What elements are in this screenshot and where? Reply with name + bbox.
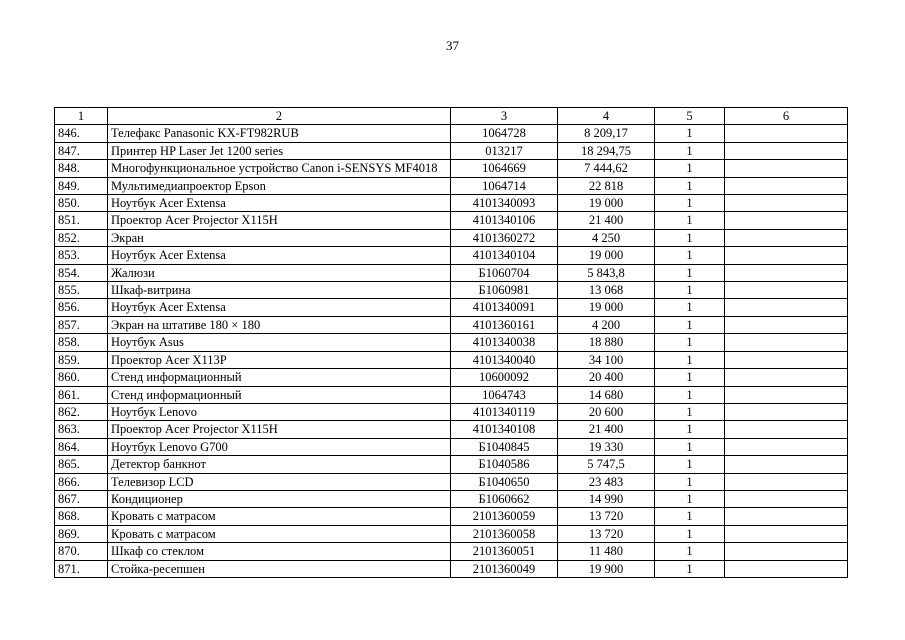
item-value: 13 720 <box>558 525 655 542</box>
row-number: 867. <box>55 490 108 507</box>
item-quantity: 1 <box>655 282 725 299</box>
item-note <box>725 229 848 246</box>
inventory-code: 2101360051 <box>451 543 558 560</box>
item-quantity: 1 <box>655 299 725 316</box>
item-quantity: 1 <box>655 160 725 177</box>
item-quantity: 1 <box>655 369 725 386</box>
item-note <box>725 160 848 177</box>
item-note <box>725 282 848 299</box>
item-name: Шкаф-витрина <box>108 282 451 299</box>
item-value: 14 680 <box>558 386 655 403</box>
item-note <box>725 543 848 560</box>
row-number: 853. <box>55 247 108 264</box>
inventory-code: Б1040845 <box>451 438 558 455</box>
item-value: 23 483 <box>558 473 655 490</box>
item-value: 7 444,62 <box>558 160 655 177</box>
item-note <box>725 386 848 403</box>
row-number: 855. <box>55 282 108 299</box>
item-note <box>725 247 848 264</box>
header-row <box>55 108 848 125</box>
item-name: Ноутбук Acer Extensa <box>108 247 451 264</box>
inventory-code: 4101340104 <box>451 247 558 264</box>
item-quantity: 1 <box>655 125 725 142</box>
item-value: 34 100 <box>558 351 655 368</box>
inventory-code: 4101360272 <box>451 229 558 246</box>
row-number: 868. <box>55 508 108 525</box>
item-name: Мультимедиапроектор Epson <box>108 177 451 194</box>
inventory-code: 10600092 <box>451 369 558 386</box>
table-row <box>55 473 848 490</box>
table-row <box>55 125 848 142</box>
column-header: 5 <box>655 108 725 125</box>
row-number: 848. <box>55 160 108 177</box>
table-row <box>55 438 848 455</box>
item-quantity: 1 <box>655 264 725 281</box>
inventory-code: 2101360049 <box>451 560 558 577</box>
row-number: 854. <box>55 264 108 281</box>
table-row <box>55 282 848 299</box>
item-quantity: 1 <box>655 473 725 490</box>
column-header: 6 <box>725 108 848 125</box>
item-value: 19 900 <box>558 560 655 577</box>
inventory-code: 4101340093 <box>451 195 558 212</box>
table-row <box>55 543 848 560</box>
table-row <box>55 334 848 351</box>
item-quantity: 1 <box>655 212 725 229</box>
inventory-code: 2101360058 <box>451 525 558 542</box>
row-number: 861. <box>55 386 108 403</box>
table-row <box>55 247 848 264</box>
item-quantity: 1 <box>655 229 725 246</box>
item-name: Стенд информационный <box>108 386 451 403</box>
item-note <box>725 177 848 194</box>
column-header: 1 <box>55 108 108 125</box>
item-value: 19 000 <box>558 299 655 316</box>
item-note <box>725 351 848 368</box>
table-row <box>55 508 848 525</box>
inventory-code: 1064714 <box>451 177 558 194</box>
item-note <box>725 403 848 420</box>
row-number: 850. <box>55 195 108 212</box>
table-row <box>55 160 848 177</box>
item-name: Проектор Acer Projector X115H <box>108 421 451 438</box>
item-note <box>725 195 848 212</box>
table-row <box>55 195 848 212</box>
item-quantity: 1 <box>655 421 725 438</box>
item-name: Экран <box>108 229 451 246</box>
table-row <box>55 142 848 159</box>
inventory-code: 4101340091 <box>451 299 558 316</box>
item-value: 21 400 <box>558 421 655 438</box>
row-number: 869. <box>55 525 108 542</box>
item-note <box>725 316 848 333</box>
table-row <box>55 299 848 316</box>
row-number: 847. <box>55 142 108 159</box>
item-value: 22 818 <box>558 177 655 194</box>
row-number: 846. <box>55 125 108 142</box>
row-number: 864. <box>55 438 108 455</box>
item-name: Многофункциональное устройство Canon i-SENSYS MF4018 <box>108 160 451 177</box>
table-row <box>55 560 848 577</box>
item-name: Ноутбук Acer Extensa <box>108 299 451 316</box>
item-name: Принтер HP Laser Jet 1200 series <box>108 142 451 159</box>
column-header: 2 <box>108 108 451 125</box>
inventory-table <box>54 107 848 578</box>
row-number: 871. <box>55 560 108 577</box>
item-value: 11 480 <box>558 543 655 560</box>
inventory-code: 1064669 <box>451 160 558 177</box>
table-row <box>55 386 848 403</box>
item-name: Проектор Acer X113P <box>108 351 451 368</box>
row-number: 863. <box>55 421 108 438</box>
item-name: Ноутбук Asus <box>108 334 451 351</box>
row-number: 857. <box>55 316 108 333</box>
item-note <box>725 490 848 507</box>
item-name: Стенд информационный <box>108 369 451 386</box>
item-quantity: 1 <box>655 177 725 194</box>
column-header: 4 <box>558 108 655 125</box>
inventory-code: 4101340040 <box>451 351 558 368</box>
item-note <box>725 560 848 577</box>
column-header: 3 <box>451 108 558 125</box>
table-row <box>55 316 848 333</box>
item-quantity: 1 <box>655 456 725 473</box>
item-note <box>725 438 848 455</box>
inventory-code: 4101340108 <box>451 421 558 438</box>
item-value: 13 068 <box>558 282 655 299</box>
inventory-code: 4101340038 <box>451 334 558 351</box>
item-note <box>725 264 848 281</box>
row-number: 852. <box>55 229 108 246</box>
item-name: Кондиционер <box>108 490 451 507</box>
item-value: 18 294,75 <box>558 142 655 159</box>
item-note <box>725 334 848 351</box>
row-number: 849. <box>55 177 108 194</box>
item-name: Шкаф со стеклом <box>108 543 451 560</box>
table-row <box>55 525 848 542</box>
item-quantity: 1 <box>655 490 725 507</box>
item-value: 20 600 <box>558 403 655 420</box>
item-value: 8 209,17 <box>558 125 655 142</box>
inventory-code: Б1060704 <box>451 264 558 281</box>
table-row <box>55 403 848 420</box>
table-row <box>55 351 848 368</box>
row-number: 858. <box>55 334 108 351</box>
item-note <box>725 299 848 316</box>
inventory-code: Б1060981 <box>451 282 558 299</box>
item-note <box>725 473 848 490</box>
item-value: 19 000 <box>558 247 655 264</box>
item-quantity: 1 <box>655 403 725 420</box>
item-note <box>725 212 848 229</box>
item-note <box>725 525 848 542</box>
item-quantity: 1 <box>655 142 725 159</box>
item-quantity: 1 <box>655 351 725 368</box>
page-number: 37 <box>446 38 459 53</box>
item-value: 4 200 <box>558 316 655 333</box>
item-quantity: 1 <box>655 525 725 542</box>
item-name: Проектор Acer Projector X115H <box>108 212 451 229</box>
inventory-code: Б1040650 <box>451 473 558 490</box>
row-number: 866. <box>55 473 108 490</box>
item-name: Кровать с матрасом <box>108 525 451 542</box>
table-row <box>55 229 848 246</box>
item-value: 5 747,5 <box>558 456 655 473</box>
item-value: 4 250 <box>558 229 655 246</box>
item-quantity: 1 <box>655 560 725 577</box>
inventory-code: 4101340119 <box>451 403 558 420</box>
table-row <box>55 456 848 473</box>
item-note <box>725 125 848 142</box>
item-value: 20 400 <box>558 369 655 386</box>
item-name: Ноутбук Lenovo G700 <box>108 438 451 455</box>
item-value: 19 000 <box>558 195 655 212</box>
item-value: 5 843,8 <box>558 264 655 281</box>
row-number: 862. <box>55 403 108 420</box>
item-value: 19 330 <box>558 438 655 455</box>
item-name: Стойка-ресепшен <box>108 560 451 577</box>
item-quantity: 1 <box>655 386 725 403</box>
item-note <box>725 508 848 525</box>
item-quantity: 1 <box>655 247 725 264</box>
item-quantity: 1 <box>655 543 725 560</box>
item-name: Жалюзи <box>108 264 451 281</box>
table-row <box>55 369 848 386</box>
item-name: Детектор банкнот <box>108 456 451 473</box>
inventory-code: 2101360059 <box>451 508 558 525</box>
item-note <box>725 369 848 386</box>
row-number: 856. <box>55 299 108 316</box>
row-number: 870. <box>55 543 108 560</box>
item-name: Телефакс Panasonic KX-FT982RUB <box>108 125 451 142</box>
table-row <box>55 421 848 438</box>
table-row <box>55 177 848 194</box>
item-value: 13 720 <box>558 508 655 525</box>
item-quantity: 1 <box>655 316 725 333</box>
inventory-code: 013217 <box>451 142 558 159</box>
table-body <box>55 125 848 578</box>
item-quantity: 1 <box>655 438 725 455</box>
row-number: 865. <box>55 456 108 473</box>
inventory-code: Б1060662 <box>451 490 558 507</box>
item-name: Телевизор LCD <box>108 473 451 490</box>
item-quantity: 1 <box>655 195 725 212</box>
item-note <box>725 456 848 473</box>
item-name: Экран на штативе 180 × 180 <box>108 316 451 333</box>
item-value: 14 990 <box>558 490 655 507</box>
row-number: 851. <box>55 212 108 229</box>
item-name: Кровать с матрасом <box>108 508 451 525</box>
inventory-code: 4101360161 <box>451 316 558 333</box>
table-row <box>55 490 848 507</box>
row-number: 859. <box>55 351 108 368</box>
table-row <box>55 264 848 281</box>
inventory-code: 1064728 <box>451 125 558 142</box>
item-quantity: 1 <box>655 508 725 525</box>
row-number: 860. <box>55 369 108 386</box>
item-note <box>725 142 848 159</box>
inventory-code: Б1040586 <box>451 456 558 473</box>
inventory-code: 4101340106 <box>451 212 558 229</box>
item-value: 18 880 <box>558 334 655 351</box>
inventory-code: 1064743 <box>451 386 558 403</box>
table-row <box>55 212 848 229</box>
item-quantity: 1 <box>655 334 725 351</box>
item-value: 21 400 <box>558 212 655 229</box>
item-note <box>725 421 848 438</box>
item-name: Ноутбук Lenovo <box>108 403 451 420</box>
item-name: Ноутбук Acer Extensa <box>108 195 451 212</box>
